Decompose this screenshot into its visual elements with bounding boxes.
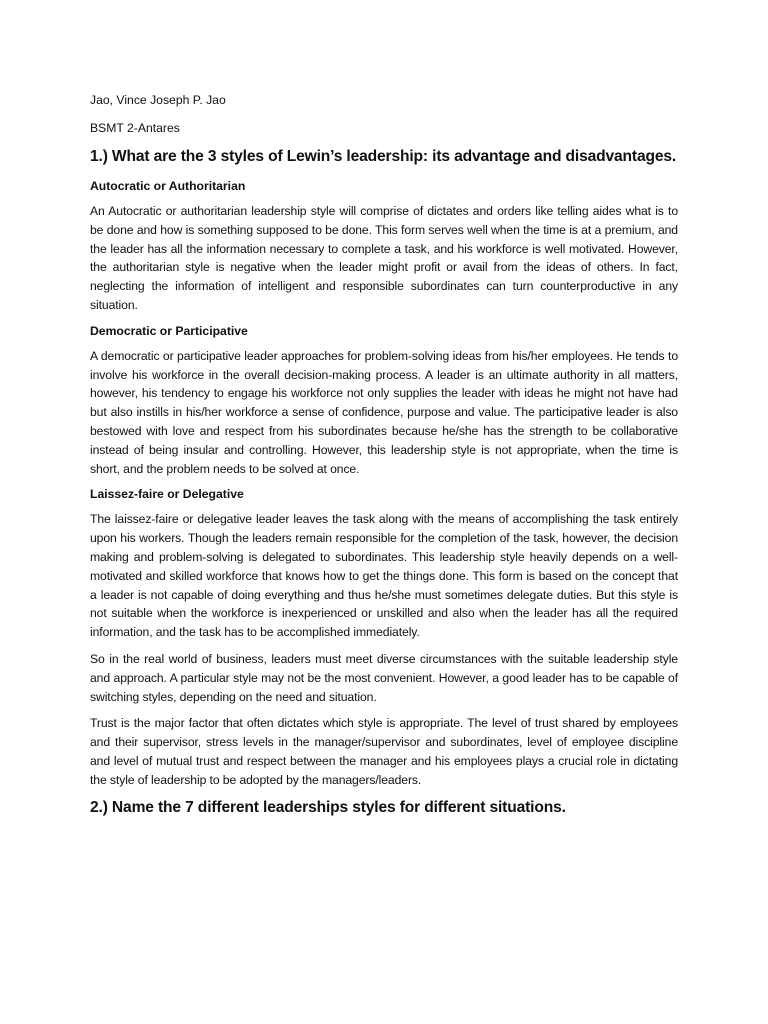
democratic-heading: Democratic or Participative <box>90 323 248 338</box>
autocratic-heading: Autocratic or Authoritarian <box>90 179 246 193</box>
conclusion-paragraph-1: So in the real world of business, leaders must meet diverse circumstances with the suitable leadership style and approach. A particular style may not be the most convenient. However, a good leader has to be capable of switching styles, depending on the need and situation. <box>90 651 678 704</box>
autocratic-paragraph: An Autocratic or authoritarian leadership style will comprise of dictates and orders like telling aides what is to be done and how is something supposed to be done. This form serves well when the time is at a premium, and the leader has all the information necessary to complete a task, and his workforce is well motivated. However, the authoritarian style is negative when the leader might profit or avail from the ideas of others. In fact, neglecting the information of intelligent and responsible subordinates can turn counterproductive in any situation. <box>90 204 678 312</box>
student-name: Jao, Vince Joseph P. Jao <box>90 93 226 107</box>
laissez-faire-heading: Laissez-faire or Delegative <box>90 487 244 502</box>
conclusion-paragraph-2: Trust is the major factor that often dictates which style is appropriate. The level of trust shared by employees and their supervisor, stress levels in the manager/supervisor and subordinates, level of employee discipline and level of mutual trust and respect between the manager and his employees plays a crucial role in dictating the style of leadership to be adopted by the managers/leaders. <box>90 716 678 787</box>
laissez-faire-paragraph: The laissez-faire or delegative leader leaves the task along with the means of accomplishing the task entirely upon his workers. Though the leaders remain responsible for the completion of the task, however, the decision making and problem-solving is delegated to subordinates. This leadership style heavily depends on a well-motivated and skilled workforce that knows how to get the things done. This form is based on the concept that a leader is not capable of doing everything and thus he/she must sometimes delegate duties. But this style is not suitable when the workforce is inexperienced or unskilled and also when the leader has all the required information, and the task has to be accomplished immediately. <box>90 512 678 640</box>
question-1-title: 1.) What are the 3 styles of Lewin’s leadership: its advantage and disadvantages. <box>90 148 677 165</box>
course-section: BSMT 2-Antares <box>90 121 180 135</box>
democratic-paragraph: A democratic or participative leader approaches for problem-solving ideas from his/her employees. He tends to involve his workforce in the overall decision-making process. A leader is an ultimate authority in all matters, however, his tendency to engage his workforce not only supplies the leader with ideas he might not have had but also instills in his/her workforce a sense of confidence, purpose and value. The participative leader is also bestowed with love and respect from his subordinates because he/she has the strength to be collaborative instead of being insular and controlling. However, this leadership style is not appropriate, when the time is short, and the problem needs to be solved at once. <box>90 348 678 476</box>
question-2-title: 2.) Name the 7 different leaderships styles for different situations. <box>90 798 566 816</box>
